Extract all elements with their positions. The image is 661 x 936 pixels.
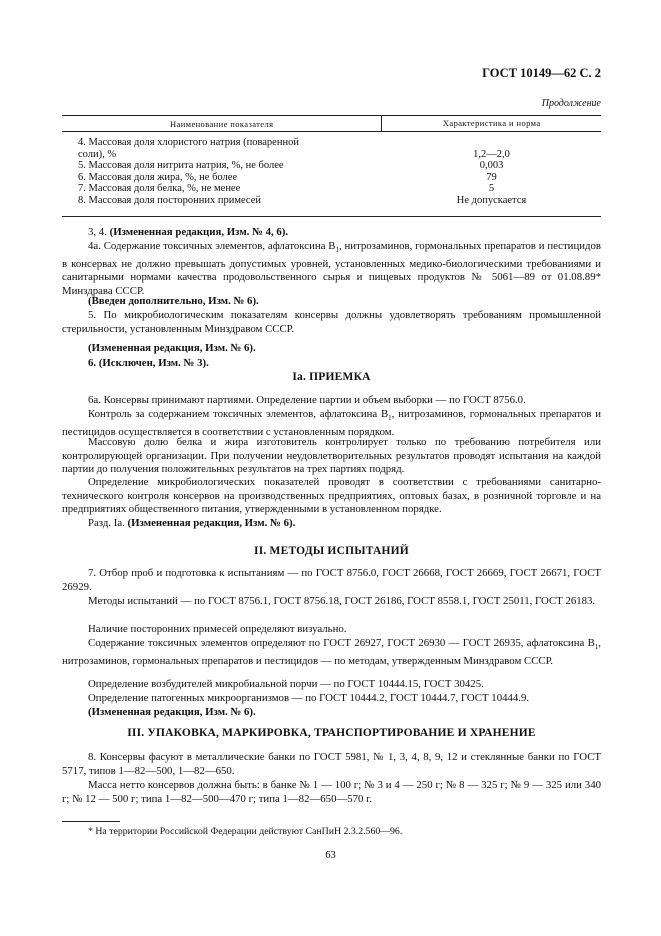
row-name: 8. Массовая доля посторонних примесей <box>78 194 261 206</box>
paragraph-microbiology: Определение микробиологических показателей проводят в соответствии с требованиями санитарно-технического контроля консервов на производственных предприятиях, оптовых базах, в розничной торговле и на предприятиях общественного питания, утвержденными в установленном порядке. <box>62 476 601 516</box>
paragraph-5: 5. По микробиологическим показателям консервы должны удовлетворять требованиям промышленной стерильности, установленным Минздравом СССР. <box>62 309 601 335</box>
amendment-note-5: (Измененная редакция, Изм. № 6). <box>88 342 256 354</box>
section-title-test-methods: II. МЕТОДЫ ИСПЫТАНИЙ <box>254 545 409 557</box>
p-part: Контроль за содержанием токсичных элементов, афлатоксина В <box>88 408 389 420</box>
standard-code-header: ГОСТ 10149—62 С. 2 <box>482 66 601 80</box>
footnote: * На территории Российской Федерации действуют СанПиН 2.3.2.560—96. <box>88 826 403 837</box>
p-sub: 1 <box>388 414 392 423</box>
amendment-note-section-1a <box>62 517 601 531</box>
amendment-note-section-2: (Измененная редакция, Изм. № 6). <box>88 706 256 718</box>
table-header <box>62 115 601 132</box>
paragraph-4a <box>62 240 601 299</box>
table-header-value: Характеристика и норма <box>381 116 601 131</box>
row-value: Не допускается <box>456 194 527 206</box>
row-value: 79 <box>486 171 497 183</box>
paragraph-spoilage: Определение возбудителей микробиальной порчи — по ГОСТ 10444.15, ГОСТ 30425. <box>88 678 484 690</box>
p-part: , нитрозаминов, гормональных препаратов и пестицидов осуществляется в соответствии с установленным порядком. <box>62 408 601 438</box>
row-name: 5. Массовая доля нитрита натрия, %, не более <box>78 160 284 171</box>
table-header-name: Наименование показателя <box>170 118 274 129</box>
p-sub: 1 <box>335 246 339 255</box>
amendment-ref: Разд. Iа. <box>88 517 128 529</box>
p-part: , нитрозаминов, гормональных препаратов и пестицидов в консервах не должно превышать допустимых уровней, установленных медико-биологическими требованиями и санитарными нормами качества продовольственного сырья и пищевых продуктов № 5061—89 от 01.08.89* Минздрава СССР. <box>62 240 601 297</box>
paragraph-pathogens: Определение патогенных микроорганизмов — по ГОСТ 10444.2, ГОСТ 10444.7, ГОСТ 10444.9. <box>88 692 530 704</box>
paragraph-protein-fat: Массовую долю белка и жира изготовитель контролирует только по требованию потребителя или контролирующей организации. При получении неудовлетворительных результатов проводят испытания на каждой партии до получения положительных результатов на трех партиях подряд. <box>62 436 601 476</box>
table-row <box>62 195 601 207</box>
table-row <box>62 160 601 172</box>
paragraph-impurities: Наличие посторонних примесей определяют визуально. <box>88 623 347 635</box>
table-row <box>62 172 601 184</box>
paragraph-methods: Методы испытаний — по ГОСТ 8756.1, ГОСТ 8756.18, ГОСТ 26186, ГОСТ 8558.1, ГОСТ 25011, ГОСТ 26183. <box>88 595 596 607</box>
amendment-note-3-4 <box>62 226 601 240</box>
paragraph-6a: 6а. Консервы принимают партиями. Определение партии и объем выборки — по ГОСТ 8756.0. <box>88 394 526 406</box>
section-title-acceptance: Iа. ПРИЕМКА <box>292 371 371 383</box>
paragraph-toxic-elements <box>62 637 601 668</box>
table-row <box>62 183 601 195</box>
amendment-bold: (Измененная редакция, Изм. № 6). <box>127 517 296 529</box>
indicators-table <box>62 115 601 206</box>
page-number: 63 <box>325 850 336 861</box>
row-name: 6. Массовая доля жира, %, не более <box>78 171 238 183</box>
amendment-ref: 3, 4. <box>88 226 110 238</box>
continuation-label: Продолжение <box>541 98 601 109</box>
row-name: 7. Массовая доля белка, %, не менее <box>78 183 241 194</box>
row-value: 5 <box>488 183 495 194</box>
paragraph-net-mass: Масса нетто консервов должна быть: в банке № 1 — 100 г; № 3 и 4 — 250 г; № 8 — 325 г; № 9 — 325 или 340 г; № 12 — 500 г; типа 1—82—500—470 г; типа 1—82—650—570 г. <box>62 779 601 805</box>
paragraph-7: 7. Отбор проб и подготовка к испытаниям — по ГОСТ 8756.0, ГОСТ 26668, ГОСТ 26669, ГОСТ 26671, ГОСТ 26929. <box>62 567 601 593</box>
p-sub: 1 <box>594 643 599 652</box>
paragraph-control <box>62 408 601 439</box>
row-name: 4. Массовая доля хлористого натрия (поваренной соли), % <box>78 137 299 160</box>
p-part: Содержание токсичных элементов определяют по ГОСТ 26927, ГОСТ 26930 — ГОСТ 26935, афлатоксина В <box>88 637 595 649</box>
amendment-bold: (Измененная редакция, Изм. № 4, 6). <box>109 226 289 238</box>
row-value: 0,003 <box>479 160 504 171</box>
table-row <box>62 137 601 160</box>
added-note: (Введен дополнительно, Изм. № 6). <box>88 295 259 307</box>
row-value: 1,2—2,0 <box>473 148 510 160</box>
p-part: , нитрозаминов, гормональных препаратов и пестицидов — по методам, утвержденным Минздравом СССР. <box>62 637 601 667</box>
paragraph-6: 6. (Исключен, Изм. № 3). <box>88 357 209 369</box>
table-body <box>62 137 601 206</box>
footnote-rule <box>62 821 120 822</box>
paragraph-8: 8. Консервы фасуют в металлические банки по ГОСТ 5981, № 1, 3, 4, 8, 9, 12 и стеклянные банки по ГОСТ 5717, типов 1—82—500, 1—82—650. <box>62 751 601 777</box>
section-title-packaging: III. УПАКОВКА, МАРКИРОВКА, ТРАНСПОРТИРОВАНИЕ И ХРАНЕНИЕ <box>127 727 536 739</box>
table-bottom-rule <box>62 216 601 217</box>
p-part: 4а. Содержание токсичных элементов, афлатоксина В <box>88 240 336 252</box>
